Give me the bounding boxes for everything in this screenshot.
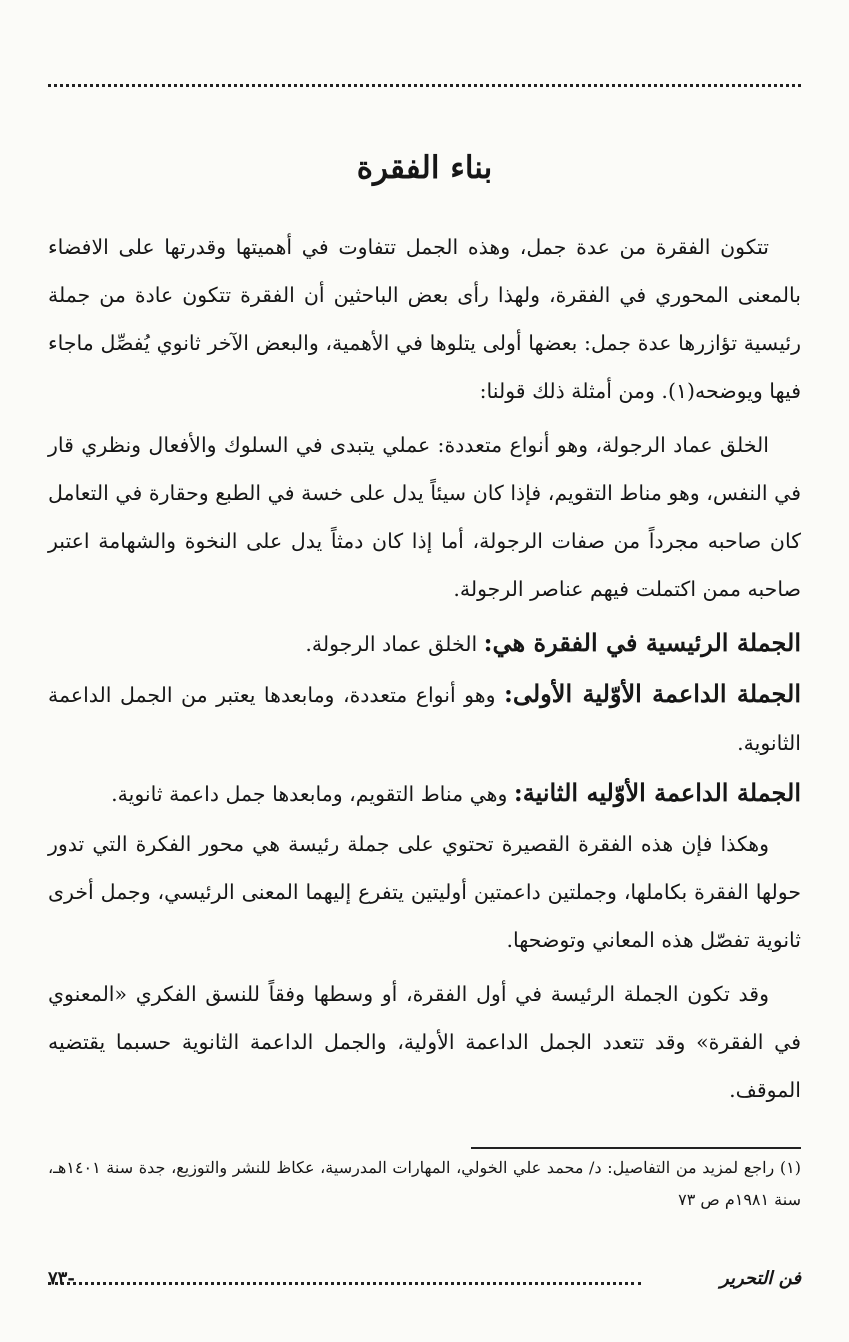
- running-head: [720, 1268, 801, 1289]
- body-text: [48, 223, 801, 1120]
- book-page: [48, 0, 801, 1342]
- page-number: -٧٣: [48, 1268, 75, 1289]
- paragraph-example: الخلق عماد الرجولة، وهو أنواع متعددة: عملي يتبدى في السلوك والأفعال ونظري قار في النفس، وهو مناط التقويم، فإذا كان سيئاً يدل على خسة في الطبع وحقارة في التعامل كان صاحبه مجرداً من صفات الرجولة، أما إذا كان دمثاً يدل على النخوة والشهامة اعتبر صاحبه ممن اكتملت فيهم عناصر الرجولة.: [48, 433, 801, 601]
- footnote-separator: [48, 1147, 801, 1149]
- bottom-dotted-rule: [48, 1282, 641, 1285]
- main-sentence-line: [48, 619, 801, 668]
- second-support-text: وهي مناط التقويم، ومابعدها جمل داعمة ثانوية.: [111, 782, 514, 806]
- first-support-line: [48, 670, 801, 767]
- book-title: فن التحرير: [720, 1268, 801, 1289]
- first-support-text: وهو أنواع متعددة، ومابعدها يعتبر من الجمل الداعمة الثانوية.: [48, 683, 801, 755]
- section-title: بناء الفقرة: [356, 150, 493, 186]
- main-sentence-text: الخلق عماد الرجولة.: [305, 632, 484, 656]
- first-support-label: الجملة الداعمة الأوّلية الأولى:: [504, 679, 801, 708]
- second-support-line: [48, 769, 801, 818]
- paragraph-intro: تتكون الفقرة من عدة جمل، وهذه الجمل تتفاوت في أهميتها وقدرتها على الافضاء بالمعنى المحوري في الفقرة، ولهذا رأى بعض الباحثين أن الفقرة تتكون عادة من جملة رئيسية تؤازرها عدة جمل: بعضها أولى يتلوها في الأهمية، والبعض الآخر ثانوي يُفصِّل ماجاء فيها ويوضحه(١). ومن أمثلة ذلك قولنا:: [48, 235, 801, 403]
- top-dotted-rule: [48, 84, 801, 87]
- paragraph-summary: وهكذا فإن هذه الفقرة القصيرة تحتوي على جملة رئيسة هي محور الفكرة التي تدور حولها الفقرة بكاملها، وجملتين داعمتين أوليتين يتفرع إليهما المعنى الرئيسي، وجمل أخرى ثانوية تفصّل هذه المعاني وتوضحها.: [48, 832, 801, 952]
- second-support-label: الجملة الداعمة الأوّليه الثانية:: [513, 778, 801, 807]
- main-sentence-label: الجملة الرئيسية في الفقرة هي:: [483, 628, 801, 657]
- footnote: (١) راجع لمزيد من التفاصيل: د/ محمد علي الخولي، المهارات المدرسية، عكاظ للنشر والتوزيع، جدة سنة ١٤٠١هـ، سنة ١٩٨١م ص ٧٣: [48, 1158, 801, 1209]
- page-footer: [48, 1268, 801, 1298]
- paragraph-position: وقد تكون الجملة الرئيسة في أول الفقرة، أو وسطها وفقاً للنسق الفكري «المعنوي في الفقرة» وقد تتعدد الجمل الداعمة الأولية، والجمل الداعمة الثانوية حسبما يقتضيه الموقف.: [48, 982, 801, 1102]
